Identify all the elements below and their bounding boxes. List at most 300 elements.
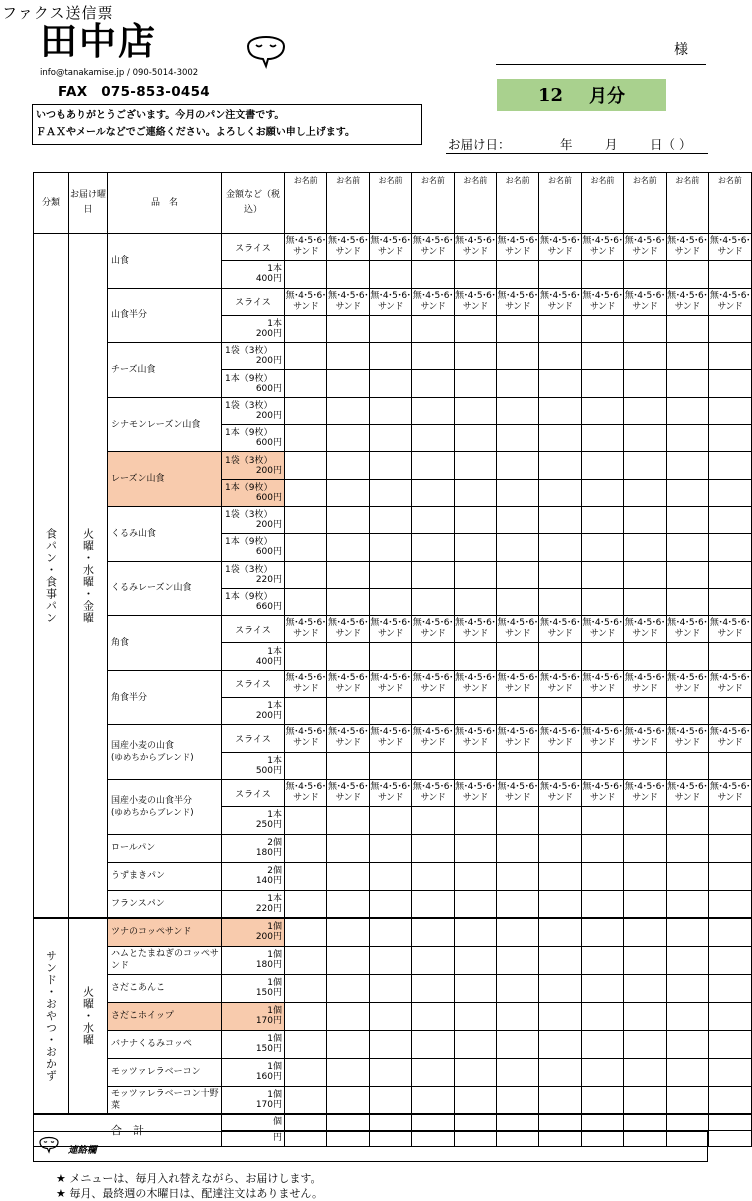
order-cell[interactable]	[369, 752, 411, 779]
order-cell[interactable]	[412, 946, 454, 974]
order-cell[interactable]	[539, 807, 581, 834]
order-cell[interactable]	[539, 343, 581, 370]
order-cell[interactable]	[369, 534, 411, 561]
order-cell[interactable]	[327, 506, 369, 533]
order-cell[interactable]	[327, 643, 369, 670]
order-cell[interactable]	[666, 918, 708, 946]
order-cell[interactable]	[496, 643, 538, 670]
order-cell[interactable]	[412, 890, 454, 918]
order-cell[interactable]	[285, 1058, 327, 1086]
order-cell[interactable]	[708, 452, 751, 479]
order-cell[interactable]	[708, 588, 751, 615]
order-cell[interactable]	[285, 946, 327, 974]
order-cell[interactable]	[666, 370, 708, 397]
order-cell[interactable]	[285, 1086, 327, 1114]
slice-option-cell[interactable]: 無･4･5･6･サンド	[285, 670, 327, 697]
order-cell[interactable]	[369, 834, 411, 862]
order-cell[interactable]	[539, 534, 581, 561]
order-cell[interactable]	[581, 862, 623, 890]
order-cell[interactable]	[369, 890, 411, 918]
slice-option-cell[interactable]: 無･4･5･6･サンド	[454, 616, 496, 643]
order-cell[interactable]	[285, 343, 327, 370]
order-cell[interactable]	[412, 807, 454, 834]
order-cell[interactable]	[539, 752, 581, 779]
order-cell[interactable]	[369, 588, 411, 615]
order-cell[interactable]	[624, 752, 666, 779]
order-cell[interactable]	[666, 261, 708, 288]
order-cell[interactable]	[496, 1086, 538, 1114]
order-cell[interactable]	[369, 561, 411, 588]
order-cell[interactable]	[454, 862, 496, 890]
slice-option-cell[interactable]: 無･4･5･6･サンド	[285, 288, 327, 315]
order-cell[interactable]	[666, 862, 708, 890]
order-cell[interactable]	[327, 807, 369, 834]
name-column-header[interactable]: お名前	[539, 173, 581, 234]
order-cell[interactable]	[454, 479, 496, 506]
order-cell[interactable]	[327, 834, 369, 862]
order-cell[interactable]	[581, 890, 623, 918]
order-cell[interactable]	[285, 588, 327, 615]
order-cell[interactable]	[327, 315, 369, 342]
order-cell[interactable]	[496, 315, 538, 342]
order-cell[interactable]	[496, 918, 538, 946]
name-column-header[interactable]: お名前	[496, 173, 538, 234]
slice-option-cell[interactable]: 無･4･5･6･サンド	[369, 779, 411, 806]
order-cell[interactable]	[412, 452, 454, 479]
slice-option-cell[interactable]: 無･4･5･6･サンド	[624, 779, 666, 806]
order-cell[interactable]	[412, 343, 454, 370]
order-cell[interactable]	[327, 425, 369, 452]
slice-option-cell[interactable]: 無･4･5･6･サンド	[581, 725, 623, 752]
order-cell[interactable]	[369, 918, 411, 946]
slice-option-cell[interactable]: 無･4･5･6･サンド	[624, 725, 666, 752]
order-cell[interactable]	[412, 1086, 454, 1114]
order-cell[interactable]	[369, 862, 411, 890]
order-cell[interactable]	[412, 561, 454, 588]
slice-option-cell[interactable]: 無･4･5･6･サンド	[369, 725, 411, 752]
order-cell[interactable]	[412, 315, 454, 342]
order-cell[interactable]	[708, 343, 751, 370]
order-cell[interactable]	[581, 752, 623, 779]
slice-option-cell[interactable]: 無･4･5･6･サンド	[369, 288, 411, 315]
order-cell[interactable]	[624, 862, 666, 890]
order-cell[interactable]	[454, 261, 496, 288]
order-cell[interactable]	[624, 425, 666, 452]
order-cell[interactable]	[539, 561, 581, 588]
total-cell[interactable]	[539, 1114, 581, 1130]
order-cell[interactable]	[496, 1030, 538, 1058]
order-cell[interactable]	[496, 425, 538, 452]
slice-option-cell[interactable]: 無･4･5･6･サンド	[327, 288, 369, 315]
order-cell[interactable]	[285, 561, 327, 588]
order-cell[interactable]	[285, 1002, 327, 1030]
order-cell[interactable]	[412, 425, 454, 452]
slice-option-cell[interactable]: 無･4･5･6･サンド	[496, 616, 538, 643]
slice-option-cell[interactable]: 無･4･5･6･サンド	[666, 670, 708, 697]
order-cell[interactable]	[412, 862, 454, 890]
order-cell[interactable]	[412, 1030, 454, 1058]
order-cell[interactable]	[666, 643, 708, 670]
order-cell[interactable]	[581, 261, 623, 288]
order-cell[interactable]	[369, 946, 411, 974]
order-cell[interactable]	[369, 1058, 411, 1086]
order-cell[interactable]	[285, 425, 327, 452]
order-cell[interactable]	[624, 698, 666, 725]
slice-option-cell[interactable]: 無･4･5･6･サンド	[624, 288, 666, 315]
order-cell[interactable]	[539, 1058, 581, 1086]
slice-option-cell[interactable]: 無･4･5･6･サンド	[285, 779, 327, 806]
slice-option-cell[interactable]: 無･4･5･6･サンド	[412, 779, 454, 806]
order-cell[interactable]	[708, 918, 751, 946]
order-cell[interactable]	[327, 918, 369, 946]
order-cell[interactable]	[581, 1086, 623, 1114]
order-cell[interactable]	[666, 752, 708, 779]
order-cell[interactable]	[327, 1058, 369, 1086]
order-cell[interactable]	[496, 946, 538, 974]
slice-option-cell[interactable]: 無･4･5･6･サンド	[539, 779, 581, 806]
name-column-header[interactable]: お名前	[369, 173, 411, 234]
order-cell[interactable]	[624, 315, 666, 342]
order-cell[interactable]	[666, 698, 708, 725]
order-cell[interactable]	[327, 479, 369, 506]
order-cell[interactable]	[539, 890, 581, 918]
order-cell[interactable]	[369, 315, 411, 342]
order-cell[interactable]	[539, 918, 581, 946]
order-cell[interactable]	[666, 343, 708, 370]
order-cell[interactable]	[496, 834, 538, 862]
order-cell[interactable]	[624, 974, 666, 1002]
order-cell[interactable]	[369, 807, 411, 834]
order-cell[interactable]	[369, 506, 411, 533]
total-cell[interactable]	[369, 1114, 411, 1130]
order-cell[interactable]	[666, 834, 708, 862]
slice-option-cell[interactable]: 無･4･5･6･サンド	[285, 725, 327, 752]
order-cell[interactable]	[624, 890, 666, 918]
order-cell[interactable]	[624, 807, 666, 834]
total-cell[interactable]	[581, 1114, 623, 1130]
order-cell[interactable]	[327, 561, 369, 588]
order-cell[interactable]	[454, 698, 496, 725]
order-cell[interactable]	[666, 946, 708, 974]
order-cell[interactable]	[581, 698, 623, 725]
order-cell[interactable]	[708, 479, 751, 506]
order-cell[interactable]	[708, 643, 751, 670]
order-cell[interactable]	[454, 890, 496, 918]
order-cell[interactable]	[666, 425, 708, 452]
order-cell[interactable]	[327, 1030, 369, 1058]
name-column-header[interactable]: お名前	[581, 173, 623, 234]
order-cell[interactable]	[539, 425, 581, 452]
total-cell[interactable]	[327, 1114, 369, 1130]
order-cell[interactable]	[285, 315, 327, 342]
order-cell[interactable]	[666, 890, 708, 918]
order-cell[interactable]	[327, 946, 369, 974]
order-cell[interactable]	[581, 918, 623, 946]
order-cell[interactable]	[327, 343, 369, 370]
order-cell[interactable]	[624, 1002, 666, 1030]
name-column-header[interactable]: お名前	[624, 173, 666, 234]
order-cell[interactable]	[412, 261, 454, 288]
order-cell[interactable]	[581, 1030, 623, 1058]
total-cell[interactable]	[708, 1114, 751, 1130]
order-cell[interactable]	[454, 534, 496, 561]
slice-option-cell[interactable]: 無･4･5･6･サンド	[369, 234, 411, 261]
order-cell[interactable]	[581, 643, 623, 670]
order-cell[interactable]	[327, 974, 369, 1002]
order-cell[interactable]	[285, 698, 327, 725]
order-cell[interactable]	[539, 1002, 581, 1030]
order-cell[interactable]	[285, 862, 327, 890]
order-cell[interactable]	[369, 479, 411, 506]
order-cell[interactable]	[539, 397, 581, 424]
total-cell[interactable]	[412, 1114, 454, 1130]
order-cell[interactable]	[539, 834, 581, 862]
order-cell[interactable]	[327, 698, 369, 725]
order-cell[interactable]	[496, 1058, 538, 1086]
memo-box[interactable]	[33, 1131, 708, 1162]
order-cell[interactable]	[369, 425, 411, 452]
slice-option-cell[interactable]: 無･4･5･6･サンド	[581, 234, 623, 261]
name-column-header[interactable]: お名前	[454, 173, 496, 234]
order-cell[interactable]	[454, 588, 496, 615]
order-cell[interactable]	[666, 807, 708, 834]
slice-option-cell[interactable]: 無･4･5･6･サンド	[496, 670, 538, 697]
order-cell[interactable]	[454, 834, 496, 862]
order-cell[interactable]	[327, 261, 369, 288]
order-cell[interactable]	[454, 1030, 496, 1058]
slice-option-cell[interactable]: 無･4･5･6･サンド	[581, 779, 623, 806]
order-cell[interactable]	[412, 1058, 454, 1086]
order-cell[interactable]	[539, 479, 581, 506]
order-cell[interactable]	[327, 370, 369, 397]
order-cell[interactable]	[539, 506, 581, 533]
order-cell[interactable]	[666, 974, 708, 1002]
order-cell[interactable]	[412, 974, 454, 1002]
order-cell[interactable]	[624, 506, 666, 533]
order-cell[interactable]	[496, 370, 538, 397]
order-cell[interactable]	[412, 1002, 454, 1030]
slice-option-cell[interactable]: 無･4･5･6･サンド	[624, 234, 666, 261]
order-cell[interactable]	[454, 1086, 496, 1114]
total-cell[interactable]	[666, 1114, 708, 1130]
order-cell[interactable]	[285, 834, 327, 862]
order-cell[interactable]	[581, 534, 623, 561]
name-column-header[interactable]: お名前	[327, 173, 369, 234]
slice-option-cell[interactable]: 無･4･5･6･サンド	[539, 670, 581, 697]
slice-option-cell[interactable]: 無･4･5･6･サンド	[539, 288, 581, 315]
order-cell[interactable]	[708, 1002, 751, 1030]
order-cell[interactable]	[412, 479, 454, 506]
name-column-header[interactable]: お名前	[666, 173, 708, 234]
order-cell[interactable]	[624, 946, 666, 974]
order-cell[interactable]	[412, 698, 454, 725]
order-cell[interactable]	[708, 974, 751, 1002]
order-cell[interactable]	[708, 698, 751, 725]
total-cell[interactable]	[708, 1130, 751, 1146]
order-cell[interactable]	[624, 261, 666, 288]
order-cell[interactable]	[581, 807, 623, 834]
order-cell[interactable]	[666, 315, 708, 342]
order-cell[interactable]	[369, 343, 411, 370]
order-cell[interactable]	[496, 397, 538, 424]
order-cell[interactable]	[708, 506, 751, 533]
slice-option-cell[interactable]: 無･4･5･6･サンド	[285, 234, 327, 261]
total-cell[interactable]	[496, 1114, 538, 1130]
slice-option-cell[interactable]: 無･4･5･6･サンド	[454, 779, 496, 806]
order-cell[interactable]	[539, 946, 581, 974]
order-cell[interactable]	[496, 890, 538, 918]
order-cell[interactable]	[581, 561, 623, 588]
slice-option-cell[interactable]: 無･4･5･6･サンド	[327, 779, 369, 806]
order-cell[interactable]	[496, 479, 538, 506]
slice-option-cell[interactable]: 無･4･5･6･サンド	[539, 234, 581, 261]
order-cell[interactable]	[454, 918, 496, 946]
order-cell[interactable]	[369, 261, 411, 288]
order-cell[interactable]	[708, 315, 751, 342]
order-cell[interactable]	[581, 452, 623, 479]
slice-option-cell[interactable]: 無･4･5･6･サンド	[327, 234, 369, 261]
order-cell[interactable]	[708, 807, 751, 834]
order-cell[interactable]	[624, 452, 666, 479]
order-cell[interactable]	[708, 752, 751, 779]
slice-option-cell[interactable]: 無･4･5･6･サンド	[666, 234, 708, 261]
order-cell[interactable]	[624, 397, 666, 424]
order-cell[interactable]	[285, 918, 327, 946]
order-cell[interactable]	[624, 479, 666, 506]
slice-option-cell[interactable]: 無･4･5･6･サンド	[369, 670, 411, 697]
total-cell[interactable]	[624, 1114, 666, 1130]
order-cell[interactable]	[708, 561, 751, 588]
order-cell[interactable]	[369, 370, 411, 397]
order-cell[interactable]	[412, 397, 454, 424]
order-cell[interactable]	[496, 588, 538, 615]
slice-option-cell[interactable]: 無･4･5･6･サンド	[412, 234, 454, 261]
slice-option-cell[interactable]: 無･4･5･6･サンド	[285, 616, 327, 643]
order-cell[interactable]	[539, 1030, 581, 1058]
order-cell[interactable]	[454, 315, 496, 342]
order-cell[interactable]	[708, 890, 751, 918]
order-cell[interactable]	[496, 974, 538, 1002]
order-cell[interactable]	[369, 1086, 411, 1114]
order-cell[interactable]	[539, 643, 581, 670]
slice-option-cell[interactable]: 無･4･5･6･サンド	[708, 725, 751, 752]
order-cell[interactable]	[581, 946, 623, 974]
slice-option-cell[interactable]: 無･4･5･6･サンド	[539, 725, 581, 752]
slice-option-cell[interactable]: 無･4･5･6･サンド	[496, 725, 538, 752]
slice-option-cell[interactable]: 無･4･5･6･サンド	[708, 616, 751, 643]
order-cell[interactable]	[624, 834, 666, 862]
order-cell[interactable]	[454, 561, 496, 588]
slice-option-cell[interactable]: 無･4･5･6･サンド	[666, 616, 708, 643]
order-cell[interactable]	[708, 1030, 751, 1058]
order-cell[interactable]	[327, 862, 369, 890]
slice-option-cell[interactable]: 無･4･5･6･サンド	[708, 670, 751, 697]
order-cell[interactable]	[539, 315, 581, 342]
order-cell[interactable]	[454, 397, 496, 424]
slice-option-cell[interactable]: 無･4･5･6･サンド	[454, 670, 496, 697]
slice-option-cell[interactable]: 無･4･5･6･サンド	[412, 725, 454, 752]
order-cell[interactable]	[624, 1058, 666, 1086]
order-cell[interactable]	[369, 698, 411, 725]
order-cell[interactable]	[496, 452, 538, 479]
total-cell[interactable]	[285, 1114, 327, 1130]
slice-option-cell[interactable]: 無･4･5･6･サンド	[581, 288, 623, 315]
slice-option-cell[interactable]: 無･4･5･6･サンド	[708, 234, 751, 261]
order-cell[interactable]	[454, 343, 496, 370]
order-cell[interactable]	[285, 534, 327, 561]
order-cell[interactable]	[327, 397, 369, 424]
order-cell[interactable]	[454, 425, 496, 452]
order-cell[interactable]	[539, 370, 581, 397]
order-cell[interactable]	[496, 1002, 538, 1030]
delivery-date-field[interactable]	[448, 135, 708, 153]
order-cell[interactable]	[666, 452, 708, 479]
order-cell[interactable]	[369, 397, 411, 424]
order-cell[interactable]	[496, 698, 538, 725]
order-cell[interactable]	[369, 974, 411, 1002]
order-cell[interactable]	[708, 862, 751, 890]
slice-option-cell[interactable]: 無･4･5･6･サンド	[454, 234, 496, 261]
order-cell[interactable]	[666, 479, 708, 506]
order-cell[interactable]	[539, 698, 581, 725]
order-cell[interactable]	[369, 643, 411, 670]
order-cell[interactable]	[581, 479, 623, 506]
order-cell[interactable]	[666, 1058, 708, 1086]
order-cell[interactable]	[285, 807, 327, 834]
order-cell[interactable]	[454, 752, 496, 779]
order-cell[interactable]	[496, 752, 538, 779]
order-cell[interactable]	[454, 1002, 496, 1030]
order-cell[interactable]	[454, 807, 496, 834]
order-cell[interactable]	[624, 918, 666, 946]
slice-option-cell[interactable]: 無･4･5･6･サンド	[454, 288, 496, 315]
order-cell[interactable]	[708, 370, 751, 397]
order-cell[interactable]	[327, 1002, 369, 1030]
order-cell[interactable]	[539, 974, 581, 1002]
order-cell[interactable]	[708, 397, 751, 424]
order-cell[interactable]	[496, 561, 538, 588]
order-cell[interactable]	[708, 946, 751, 974]
order-cell[interactable]	[581, 974, 623, 1002]
order-cell[interactable]	[539, 588, 581, 615]
order-cell[interactable]	[285, 370, 327, 397]
order-cell[interactable]	[412, 834, 454, 862]
order-cell[interactable]	[708, 834, 751, 862]
order-cell[interactable]	[708, 1086, 751, 1114]
slice-option-cell[interactable]: 無･4･5･6･サンド	[412, 616, 454, 643]
recipient-line[interactable]	[496, 64, 706, 65]
order-cell[interactable]	[539, 261, 581, 288]
order-cell[interactable]	[624, 370, 666, 397]
order-cell[interactable]	[412, 370, 454, 397]
order-cell[interactable]	[412, 752, 454, 779]
order-cell[interactable]	[624, 1030, 666, 1058]
order-cell[interactable]	[666, 1086, 708, 1114]
order-cell[interactable]	[412, 643, 454, 670]
order-cell[interactable]	[624, 1086, 666, 1114]
order-cell[interactable]	[496, 807, 538, 834]
order-cell[interactable]	[454, 1058, 496, 1086]
name-column-header[interactable]: お名前	[285, 173, 327, 234]
order-cell[interactable]	[327, 534, 369, 561]
order-cell[interactable]	[581, 1058, 623, 1086]
slice-option-cell[interactable]: 無･4･5･6･サンド	[666, 779, 708, 806]
slice-option-cell[interactable]: 無･4･5･6･サンド	[369, 616, 411, 643]
order-cell[interactable]	[454, 506, 496, 533]
slice-option-cell[interactable]: 無･4･5･6･サンド	[454, 725, 496, 752]
slice-option-cell[interactable]: 無･4･5･6･サンド	[666, 725, 708, 752]
name-column-header[interactable]: お名前	[708, 173, 751, 234]
